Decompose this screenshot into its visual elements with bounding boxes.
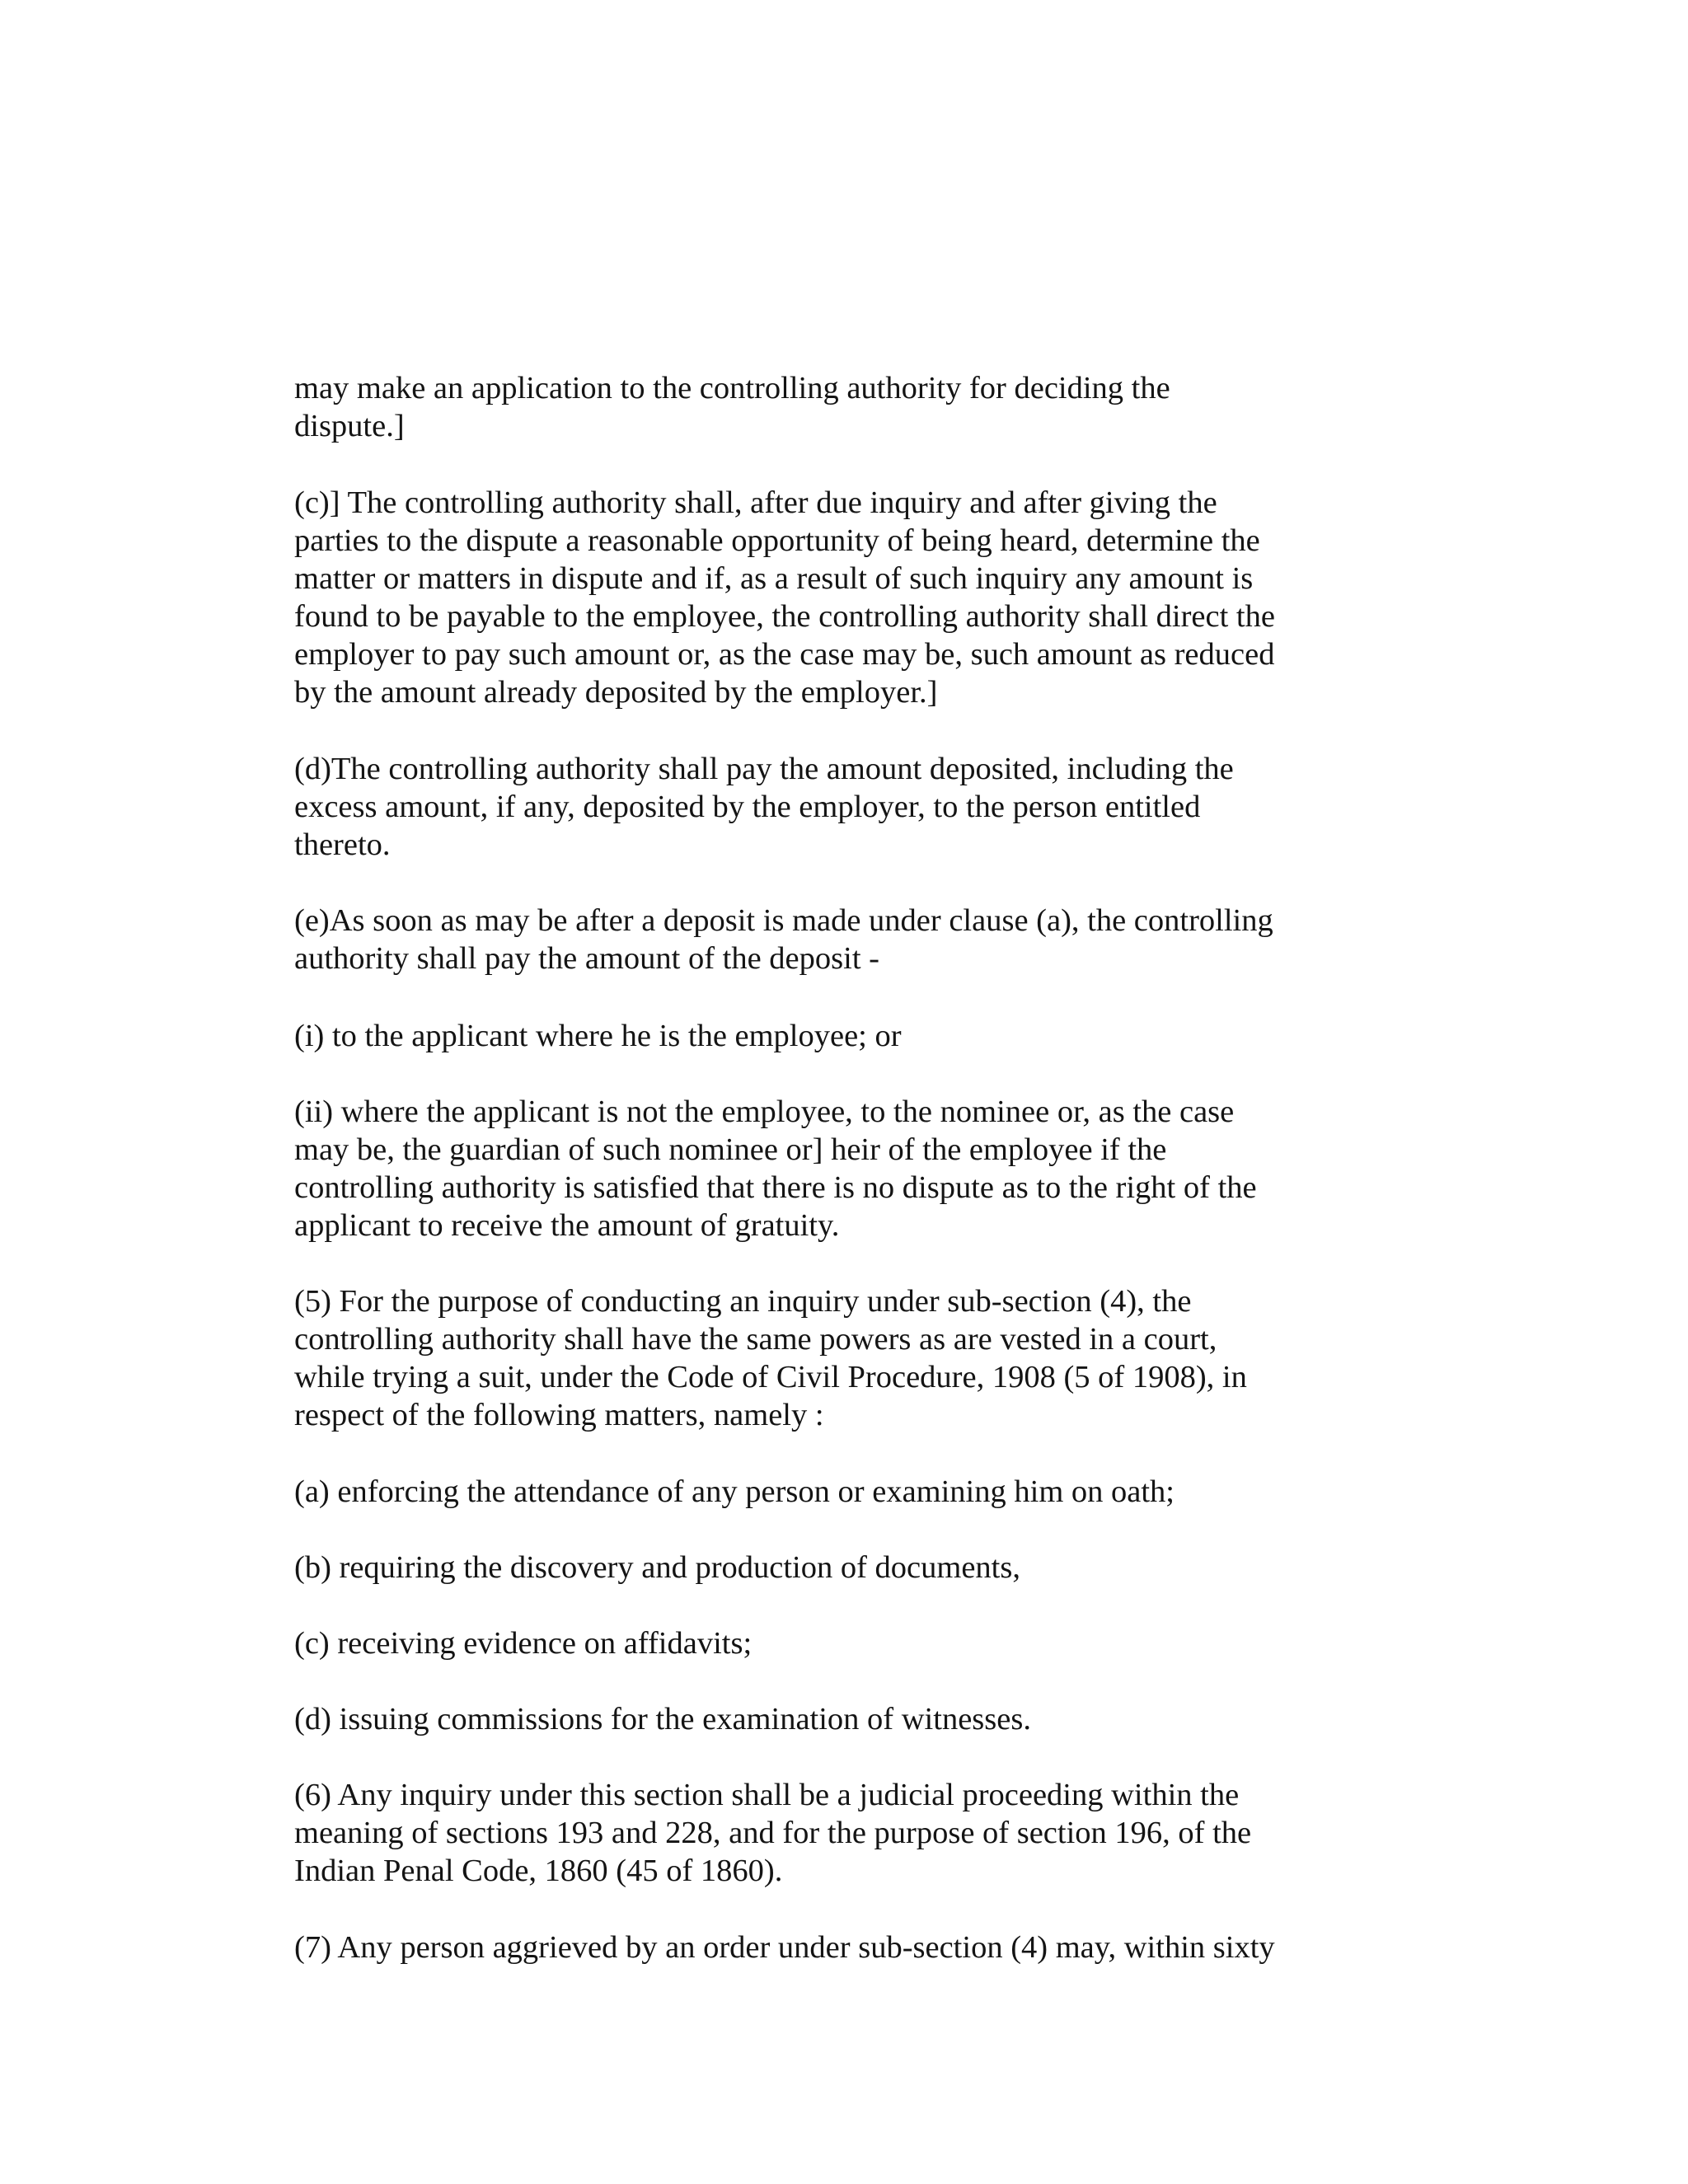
text-line: employer to pay such amount or, as the case may be, such amount as reduced	[294, 637, 1275, 672]
paragraph-6	[294, 1776, 1382, 1890]
paragraph-5d	[294, 1700, 1382, 1738]
text-line: (d) issuing commissions for the examination of witnesses.	[294, 1702, 1031, 1736]
paragraph-continuation	[294, 369, 1382, 445]
text-line: meaning of sections 193 and 228, and for the purpose of section 196, of the	[294, 1816, 1252, 1850]
text-line: authority shall pay the amount of the deposit -	[294, 941, 879, 976]
text-line: thereto.	[294, 827, 391, 862]
text-line: parties to the dispute a reasonable opportunity of being heard, determine the	[294, 523, 1260, 558]
text-line: may be, the guardian of such nominee or] heir of the employee if the	[294, 1132, 1167, 1167]
text-line: controlling authority shall have the same powers as are vested in a court,	[294, 1322, 1217, 1357]
text-line: respect of the following matters, namely :	[294, 1398, 824, 1432]
paragraph-i	[294, 1017, 1382, 1055]
text-line: (7) Any person aggrieved by an order under sub-section (4) may, within sixty	[294, 1930, 1275, 1965]
text-line: dispute.]	[294, 409, 405, 443]
paragraph-7	[294, 1929, 1382, 1966]
text-line: matter or matters in dispute and if, as a result of such inquiry any amount is	[294, 561, 1254, 596]
text-line: controlling authority is satisfied that there is no dispute as to the right of the	[294, 1170, 1257, 1205]
text-line: (e)As soon as may be after a deposit is made under clause (a), the controlling	[294, 903, 1273, 938]
paragraph-5a	[294, 1473, 1382, 1511]
text-line: (6) Any inquiry under this section shall be a judicial proceeding within the	[294, 1778, 1240, 1812]
text-line: excess amount, if any, deposited by the employer, to the person entitled	[294, 790, 1201, 824]
text-line: found to be payable to the employee, the controlling authority shall direct the	[294, 599, 1275, 634]
text-line: (b) requiring the discovery and production of documents,	[294, 1550, 1020, 1585]
text-line: (c)] The controlling authority shall, after due inquiry and after giving the	[294, 485, 1217, 520]
text-line: while trying a suit, under the Code of Civil Procedure, 1908 (5 of 1908), in	[294, 1360, 1247, 1394]
text-line: Indian Penal Code, 1860 (45 of 1860).	[294, 1854, 783, 1888]
text-line: (c) receiving evidence on affidavits;	[294, 1626, 753, 1661]
paragraph-c	[294, 484, 1382, 711]
paragraph-5c	[294, 1624, 1382, 1662]
text-line: may make an application to the controlling authority for deciding the	[294, 371, 1170, 405]
paragraph-5b	[294, 1549, 1382, 1586]
paragraph-e	[294, 902, 1382, 977]
text-line: (i) to the applicant where he is the employee; or	[294, 1019, 902, 1053]
paragraph-d	[294, 750, 1382, 864]
text-line: (d)The controlling authority shall pay the amount deposited, including the	[294, 752, 1234, 786]
text-line: (a) enforcing the attendance of any person or examining him on oath;	[294, 1474, 1175, 1509]
paragraph-ii	[294, 1093, 1382, 1244]
text-line: applicant to receive the amount of gratuity.	[294, 1208, 840, 1243]
text-line: (5) For the purpose of conducting an inquiry under sub-section (4), the	[294, 1284, 1192, 1319]
paragraph-5	[294, 1282, 1382, 1434]
text-line: (ii) where the applicant is not the employee, to the nominee or, as the case	[294, 1094, 1235, 1129]
text-line: by the amount already deposited by the employer.]	[294, 675, 938, 710]
